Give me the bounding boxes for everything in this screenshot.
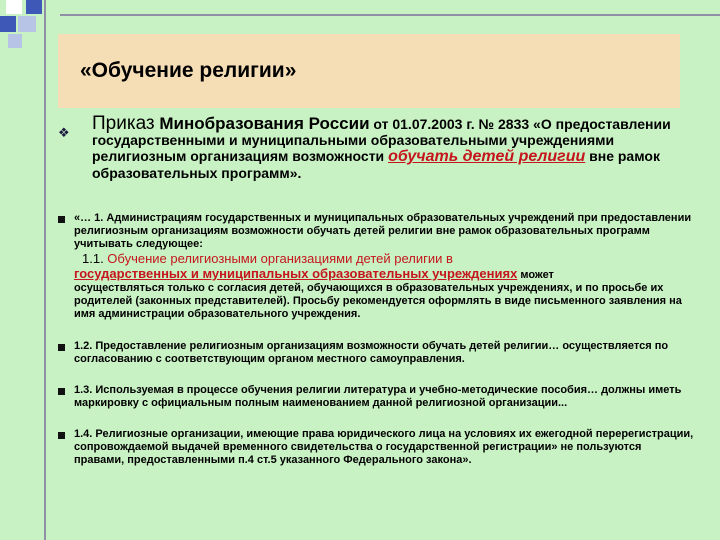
slide-title: «Обучение религии»	[80, 59, 297, 82]
decor-square	[26, 0, 42, 14]
intro-highlight: обучать детей религии	[388, 148, 586, 165]
list-item-text: 1.4. Религиозные организации, имеющие права юридического лица на условиях их ежегодной перерегистрации, сопровождаемой выдачей временного свидетельства о государственной регистрации» не пользуются правами, предоставленными п.4 ст.5 указанного Федерального закона».	[74, 428, 694, 466]
intro-word-order: Приказ	[92, 113, 155, 134]
point1-sub-tail: может	[517, 269, 554, 281]
list-item-text	[74, 212, 694, 321]
point1-head: «… 1. Администрациям государственных и муниципальных образовательных учреждений при предоставлении религиозным организациям возможности обучать детей религии вне рамок образовательных программ учитывать следующее:	[74, 212, 692, 250]
point1-sub-red: Обучение религиозными организациями детей религии в	[107, 251, 453, 266]
intro-paragraph	[56, 113, 694, 181]
intro-order-details: от 01.07.2003 г. № 2833 «О предоставлении государственными и муниципальными образовательными учреждениями религиозным организациям возможности	[92, 116, 671, 164]
point1-after: осуществляться только с согласия детей, обучающихся в образовательных учреждениях, и по просьбе их родителей (законных представителей). Просьбу рекомендуется оформлять в виде письменного заявления на имя администрации образовательного учреждения.	[74, 282, 682, 320]
list-item	[56, 212, 694, 321]
list-item	[56, 428, 694, 467]
decor-square	[6, 0, 22, 14]
point1-sub	[82, 252, 694, 266]
decor-square	[8, 34, 22, 48]
point1-sub-red-bold: государственных и муниципальных образовательных учреждениях	[74, 266, 518, 281]
decor-square	[0, 16, 16, 32]
list-item-text: 1.3. Используемая в процессе обучения религии литература и учебно-методические пособия… должны иметь маркировку с официальным полным наименованием данной религиозной организации...	[74, 384, 682, 409]
list-item-text: 1.2. Предоставление религиозным организациям возможности обучать детей религии… осуществляется по согласованию с соответствующим органом местного самоуправления.	[74, 340, 669, 365]
diamond-clover-bullet-icon: ❖	[58, 125, 70, 140]
decor-square	[18, 16, 36, 32]
left-divider	[44, 0, 46, 540]
list-item	[56, 340, 694, 366]
title-panel	[58, 34, 680, 108]
square-bullet-icon	[58, 344, 65, 351]
top-divider	[60, 14, 720, 16]
point1-sub-line2	[74, 267, 694, 282]
intro-ministry: Минобразования России	[154, 114, 370, 133]
intro-text	[92, 113, 694, 181]
square-bullet-icon	[58, 388, 65, 395]
square-bullet-icon	[58, 432, 65, 439]
square-bullet-icon	[58, 216, 65, 223]
point1-sub-prefix: 1.1.	[82, 251, 108, 266]
corner-decoration	[0, 0, 60, 60]
intro-ending: вне рамок образовательных программ».	[92, 148, 660, 181]
list-item	[56, 384, 694, 410]
